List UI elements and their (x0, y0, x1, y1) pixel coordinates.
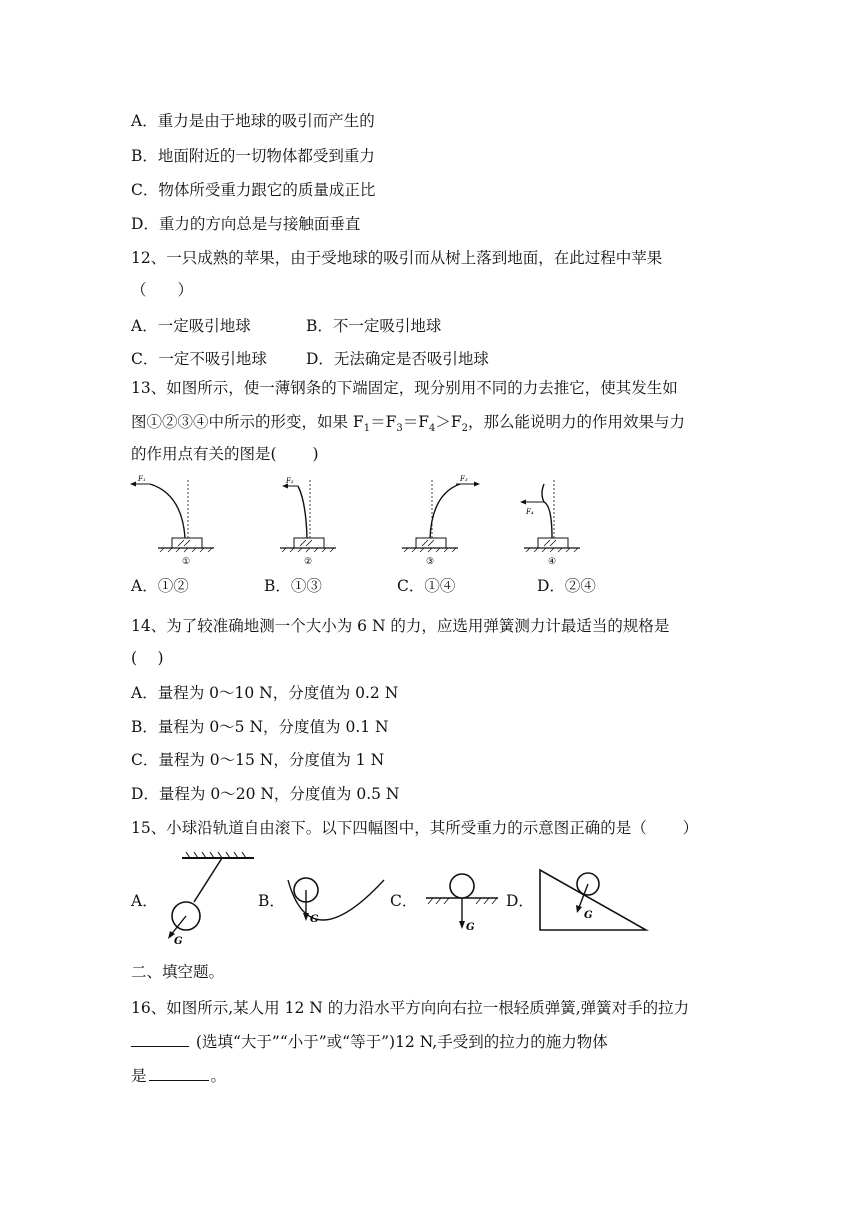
q15-stem: 15、小球沿轨道自由滚下。以下四幅图中，其所受重力的示意图正确的是（ ） (131, 819, 699, 837)
q13-fig-2 (280, 477, 336, 567)
q15-fig-a (168, 852, 254, 947)
q11-option-c: C．物体所受重力跟它的质量成正比 (131, 181, 376, 199)
q12-option-a: A．一定吸引地球 (131, 317, 251, 335)
q13-stem-line1: 13、如图所示，使一薄钢条的下端固定，现分别用不同的力去推它，使其发生如 (131, 379, 678, 397)
q14-paren: ( ) (131, 649, 164, 667)
q13-figure (120, 472, 600, 570)
q16-blank-1[interactable] (131, 1032, 189, 1047)
q13-fig-1 (130, 475, 214, 567)
q16-blank-2[interactable] (149, 1066, 209, 1081)
q12-stem: 12、一只成熟的苹果，由于受地球的吸引而从树上落到地面，在此过程中苹果 (131, 249, 663, 267)
q13-fig-4 (520, 480, 580, 567)
q15-letter-c: C． (390, 892, 418, 910)
q12-option-d: D．无法确定是否吸引地球 (306, 350, 489, 368)
q15-g-label-a: G (174, 936, 183, 947)
q15-g-label-d: G (584, 910, 593, 921)
q16-line3-post: 。 (210, 1067, 227, 1085)
q13-stem-line3: 的作用点有关的图是( ) (131, 445, 319, 463)
q16-line1: 16、如图所示,某人用 12 N 的力沿水平方向向右拉一根轻质弹簧,弹簧对手的拉力 (131, 999, 690, 1017)
q15-fig-c (426, 874, 498, 933)
q15-letter-a: A． (131, 892, 158, 910)
q15-g-label-c: G (466, 922, 475, 933)
q14-option-b: B．量程为 0～5 N，分度值为 0.1 N (131, 718, 389, 736)
q12-option-c: C．一定不吸引地球 (131, 350, 267, 368)
q15-figure (150, 850, 660, 950)
q16-line3 (131, 1066, 226, 1086)
q13-force-f4: F₄ (526, 508, 534, 516)
q13-fig-3 (402, 475, 480, 567)
q15-letter-d: D． (506, 892, 534, 910)
q13-fig-label-2: ② (304, 557, 313, 567)
q14-option-a: A．量程为 0～10 N，分度值为 0.2 N (131, 684, 399, 702)
q13-option-d: D．②④ (537, 577, 596, 595)
q15-fig-d (540, 870, 646, 930)
q13-fig-label-1: ① (182, 557, 191, 567)
q11-option-a: A．重力是由于地球的吸引而产生的 (131, 112, 375, 130)
q15-fig-b (288, 878, 384, 925)
q11-option-b: B．地面附近的一切物体都受到重力 (131, 147, 375, 165)
q15-letter-b: B． (258, 892, 285, 910)
q16-line2-text: (选填“大于”“小于”或“等于”)12 N,手受到的拉力的施力物体 (191, 1033, 608, 1051)
q13-option-a: A．①② (131, 577, 189, 595)
q12-option-b: B．不一定吸引地球 (306, 317, 442, 335)
q16-line2 (131, 1032, 608, 1052)
q14-option-d: D．量程为 0～20 N，分度值为 0.5 N (131, 785, 400, 803)
q12-paren: （ ） (131, 281, 194, 299)
q14-stem: 14、为了较准确地测一个大小为 6 N 的力，应选用弹簧测力计最适当的规格是 (131, 617, 670, 635)
q13-force-f2: F₂ (286, 477, 294, 485)
q13-stem2-post: ，那么能说明力的作用效果与力 (467, 413, 685, 431)
q11-option-d: D．重力的方向总是与接触面垂直 (131, 215, 361, 233)
q13-fig-label-4: ④ (548, 557, 557, 567)
section2-title: 二、填空题。 (131, 963, 225, 981)
q15-g-label-b: G (310, 914, 319, 925)
q13-option-c: C．①④ (397, 577, 456, 595)
q13-option-b: B．①③ (264, 577, 322, 595)
q13-force-f1: F₁ (138, 475, 146, 483)
q16-line3-pre: 是 (131, 1067, 147, 1085)
q13-stem2-pre: 图①②③④中所示的形变，如果 F (131, 413, 364, 431)
q13-fig-label-3: ③ (426, 557, 435, 567)
q14-option-c: C．量程为 0～15 N，分度值为 1 N (131, 751, 385, 769)
q13-force-f3: F₃ (460, 475, 468, 483)
q13-stem-line2: 图①②③④中所示的形变，如果 $F_1=F_3=F_4>F_2$，那么能说明力的作用效果与力 (131, 413, 685, 435)
